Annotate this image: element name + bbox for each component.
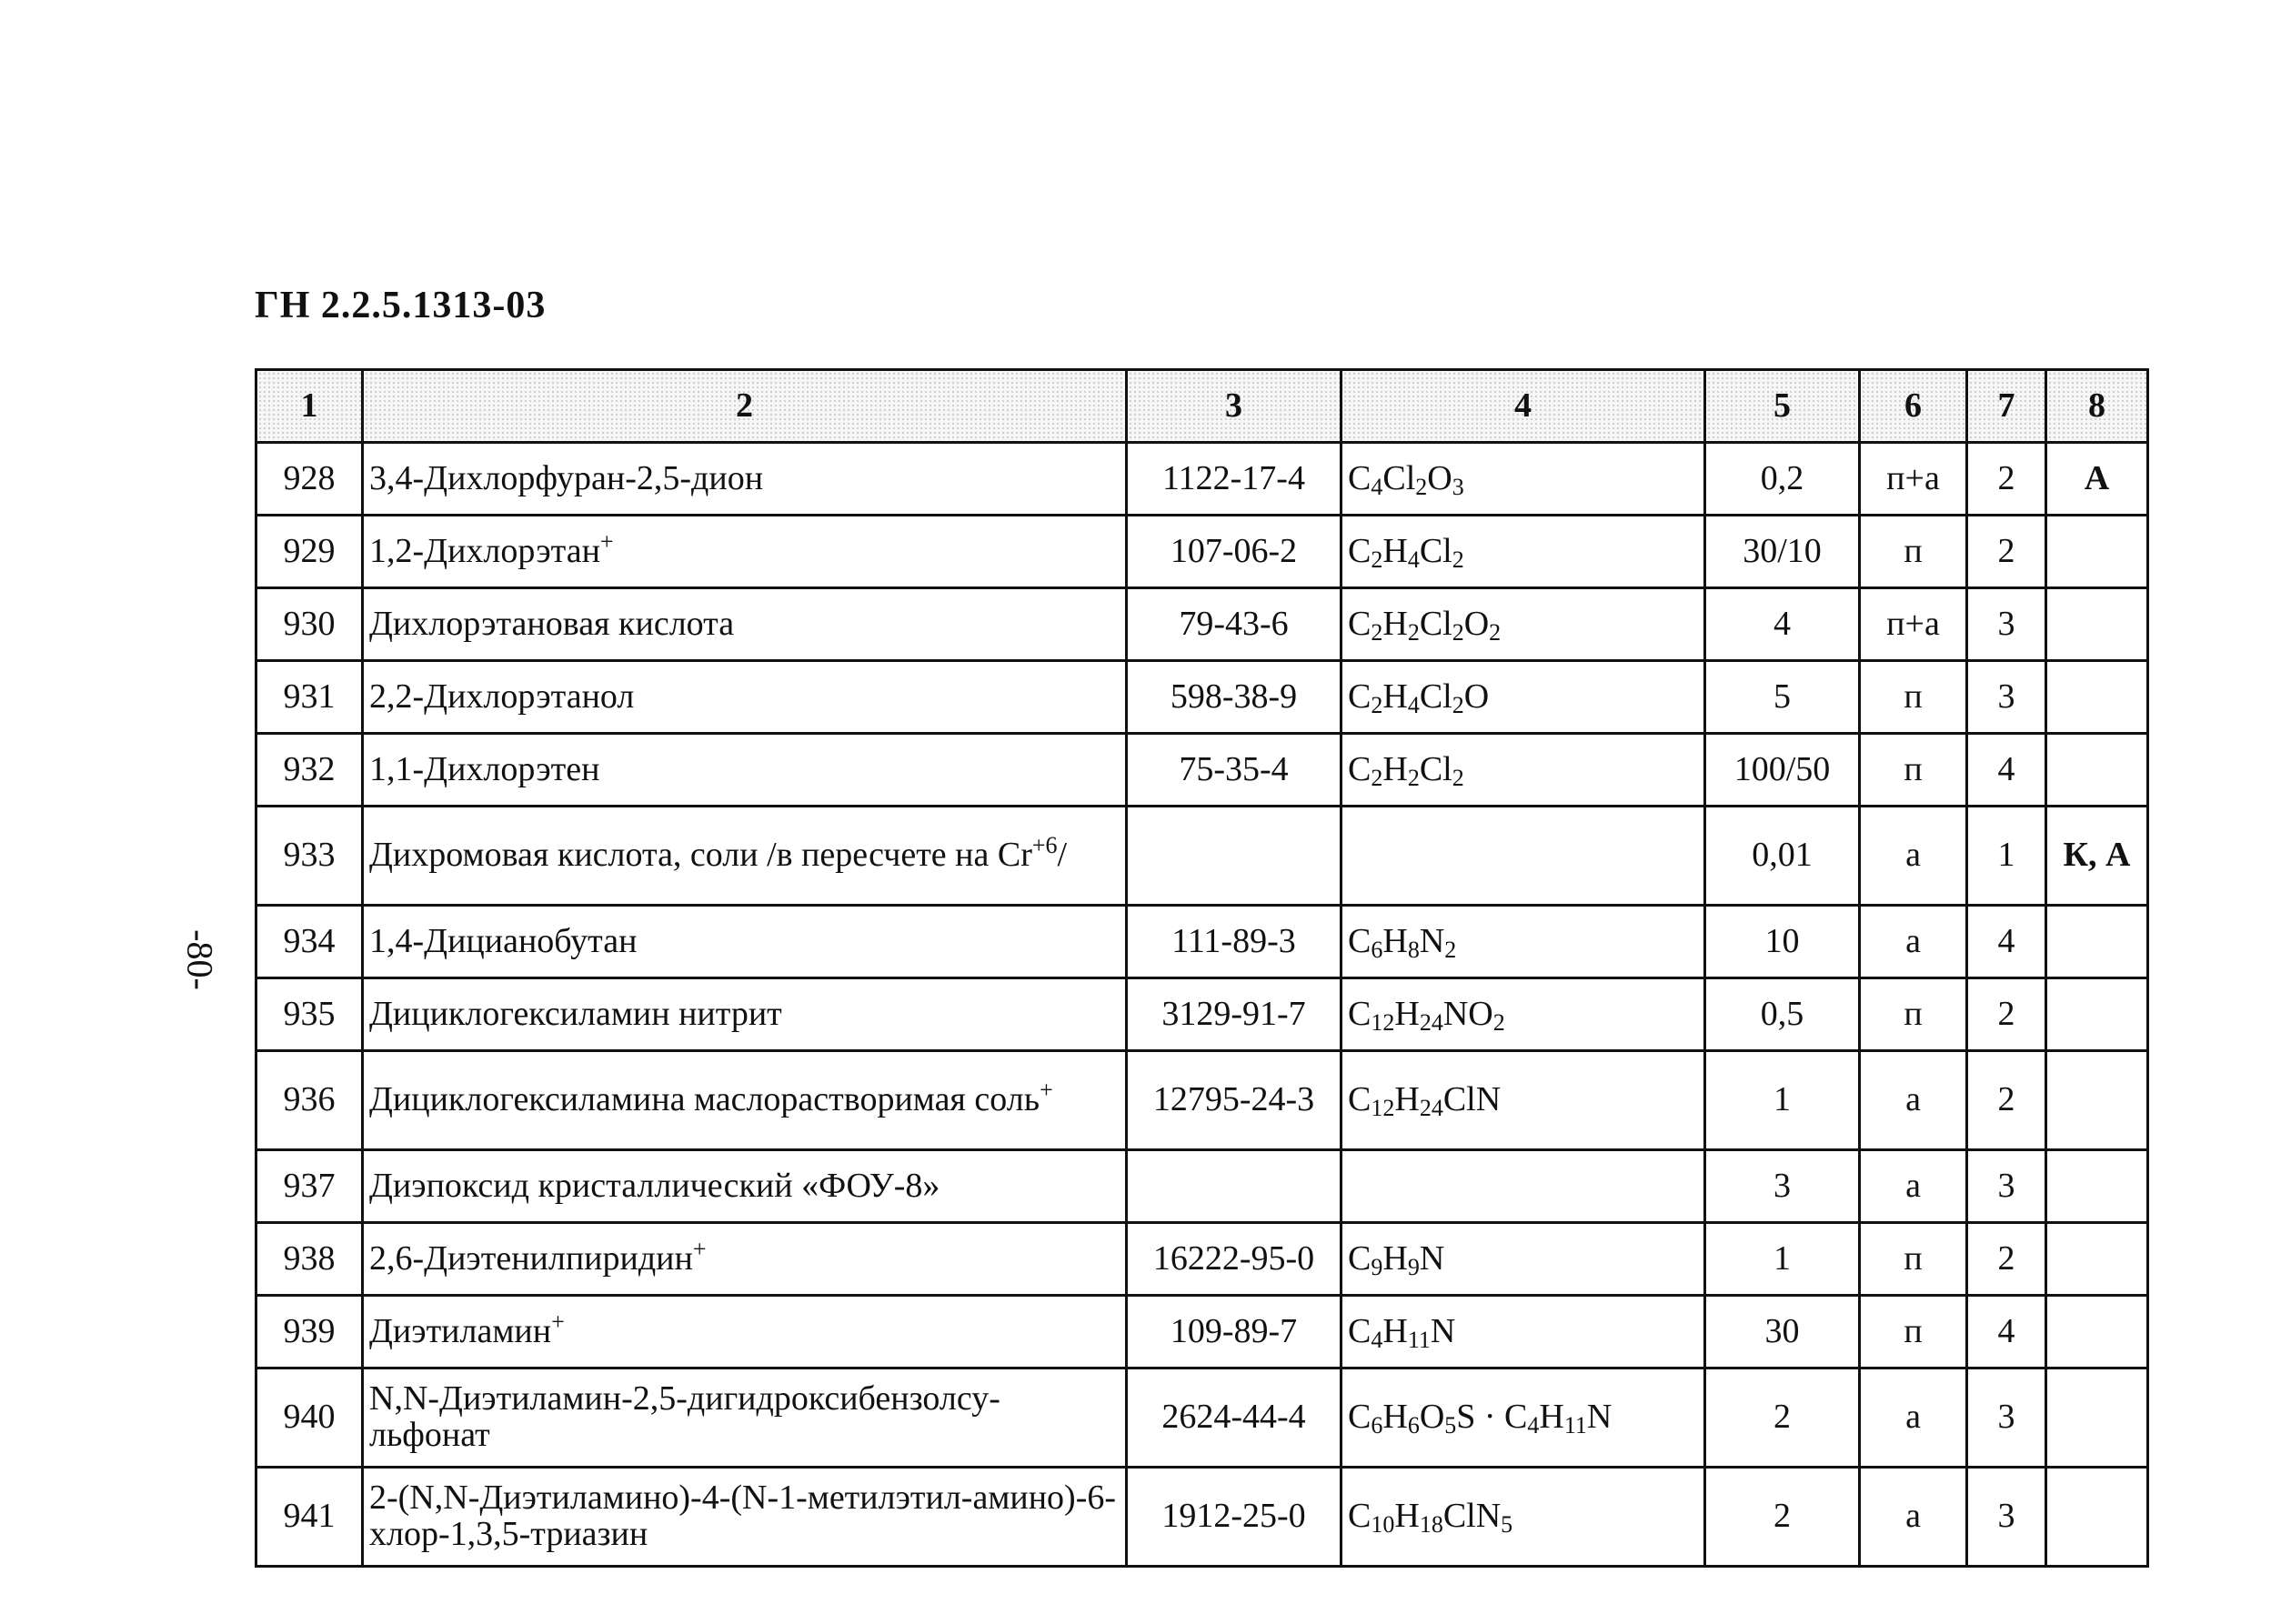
- hazard-class: 2: [1967, 1223, 2046, 1296]
- hazard-class: 4: [1967, 906, 2046, 978]
- formula-subscript: 2: [1371, 691, 1383, 718]
- row-number: 941: [256, 1468, 363, 1567]
- chemical-formula: [1341, 1296, 1705, 1368]
- cas-number: 75-35-4: [1127, 734, 1341, 807]
- formula-subscript: 4: [1407, 546, 1420, 573]
- row-number: 938: [256, 1223, 363, 1296]
- chemical-formula: [1341, 588, 1705, 661]
- formula-part: C: [1348, 458, 1372, 497]
- effect-mark: [2046, 734, 2148, 807]
- substance-name-text: N,N-Диэтиламин-2,5-дигидроксибензолсу-льфонат: [369, 1379, 1000, 1454]
- substance-name-text: 1,2-Дихлорэтан: [369, 531, 600, 570]
- formula-subscript: 4: [1407, 691, 1420, 718]
- limit-value: 100/50: [1705, 734, 1860, 807]
- limit-value: 0,5: [1705, 978, 1860, 1051]
- substance-name-text: Диэпоксид кристаллический «ФОУ-8»: [369, 1166, 940, 1205]
- effect-mark: [2046, 516, 2148, 588]
- aggregate-state: п: [1860, 1296, 1967, 1368]
- effect-mark: А: [2046, 443, 2148, 516]
- limit-value: 0,2: [1705, 443, 1860, 516]
- limit-value: 30/10: [1705, 516, 1860, 588]
- aggregate-state: п: [1860, 978, 1967, 1051]
- formula-part: Cl: [1419, 531, 1452, 570]
- formula-subscript: 24: [1419, 1095, 1443, 1122]
- column-header-8: 8: [2046, 370, 2148, 443]
- formula-part: H: [1382, 677, 1408, 716]
- effect-mark: [2046, 1051, 2148, 1150]
- effect-mark: [2046, 1223, 2148, 1296]
- hazard-class: 2: [1967, 516, 2046, 588]
- substance-name-text: 1,1-Дихлорэтен: [369, 749, 600, 788]
- formula-part: H: [1539, 1398, 1564, 1437]
- substance-name: [363, 1223, 1127, 1296]
- aggregate-state: п+а: [1860, 443, 1967, 516]
- formula-part: C: [1348, 604, 1372, 643]
- aggregate-state: п: [1860, 734, 1967, 807]
- limit-value: 3: [1705, 1150, 1860, 1223]
- formula-part: C: [1348, 994, 1372, 1033]
- substance-name: [363, 978, 1127, 1051]
- formula-subscript: 8: [1407, 936, 1420, 963]
- formula-part: N: [1419, 921, 1445, 960]
- formula-part: ClN: [1442, 1080, 1502, 1119]
- substances-table: [255, 368, 2149, 1568]
- formula-subscript: 12: [1371, 1008, 1395, 1036]
- formula-part: ClN: [1442, 1497, 1502, 1536]
- effect-mark: [2046, 906, 2148, 978]
- formula-subscript: 2: [1371, 618, 1383, 646]
- formula-subscript: 2: [1452, 691, 1464, 718]
- formula-subscript: 5: [1444, 1412, 1457, 1439]
- substance-name-text: 2-(N,N-Диэтиламино)-4-(N-1-метилэтил-амино)-6-хлор-1,3,5-триазин: [369, 1479, 1117, 1553]
- table-row: [256, 1223, 2148, 1296]
- column-header-3: 3: [1127, 370, 1341, 443]
- formula-part: Cl: [1382, 458, 1416, 497]
- aggregate-state: п: [1860, 661, 1967, 734]
- cas-number: 12795-24-3: [1127, 1051, 1341, 1150]
- substance-name-text: Дихлорэтановая кислота: [369, 604, 735, 643]
- hazard-class: 3: [1967, 1468, 2046, 1567]
- substance-name-superscript: +: [599, 527, 614, 555]
- formula-part: S · C: [1456, 1398, 1528, 1437]
- aggregate-state: а: [1860, 1051, 1967, 1150]
- table-row: [256, 443, 2148, 516]
- formula-subscript: 11: [1563, 1412, 1587, 1439]
- aggregate-state: п: [1860, 1223, 1967, 1296]
- table-row: [256, 906, 2148, 978]
- formula-subscript: 10: [1371, 1511, 1395, 1539]
- substance-name-text: Диэтиламин: [369, 1311, 552, 1350]
- substance-name-superscript: +: [551, 1308, 565, 1335]
- hazard-class: 3: [1967, 1150, 2046, 1223]
- column-header-5: 5: [1705, 370, 1860, 443]
- aggregate-state: а: [1860, 1468, 1967, 1567]
- cas-number: 16222-95-0: [1127, 1223, 1341, 1296]
- substance-name: [363, 1368, 1127, 1468]
- table-row: [256, 588, 2148, 661]
- chemical-formula: [1341, 516, 1705, 588]
- formula-part: N: [1419, 1238, 1445, 1278]
- effect-mark: [2046, 1150, 2148, 1223]
- cas-number: 598-38-9: [1127, 661, 1341, 734]
- formula-part: O: [1463, 677, 1490, 716]
- formula-part: C: [1348, 749, 1372, 788]
- formula-part: N: [1586, 1398, 1613, 1437]
- chemical-formula: [1341, 1150, 1705, 1223]
- aggregate-state: а: [1860, 906, 1967, 978]
- table-row: [256, 1051, 2148, 1150]
- hazard-class: 4: [1967, 1296, 2046, 1368]
- substance-name: [363, 661, 1127, 734]
- chemical-formula: [1341, 1051, 1705, 1150]
- row-number: 933: [256, 807, 363, 906]
- formula-subscript: 6: [1407, 1412, 1420, 1439]
- substance-name-superscript: +6: [1031, 832, 1058, 859]
- chemical-formula: [1341, 807, 1705, 906]
- cas-number: 1122-17-4: [1127, 443, 1341, 516]
- formula-subscript: 11: [1407, 1326, 1431, 1353]
- formula-part: H: [1382, 1311, 1408, 1350]
- table-header-row: [256, 370, 2148, 443]
- substance-name-text: 3,4-Дихлорфуран-2,5-дион: [369, 458, 764, 497]
- column-header-2: 2: [363, 370, 1127, 443]
- hazard-class: 4: [1967, 734, 2046, 807]
- formula-subscript: 6: [1371, 936, 1383, 963]
- table-row: [256, 1468, 2148, 1567]
- row-number: 935: [256, 978, 363, 1051]
- formula-part: O: [1419, 1398, 1445, 1437]
- cas-number: 109-89-7: [1127, 1296, 1341, 1368]
- formula-subscript: 6: [1371, 1412, 1383, 1439]
- formula-part: O: [1463, 604, 1490, 643]
- chemical-formula: [1341, 734, 1705, 807]
- formula-subscript: 9: [1407, 1253, 1420, 1280]
- substance-name: [363, 906, 1127, 978]
- formula-part: Cl: [1419, 749, 1452, 788]
- column-header-1: 1: [256, 370, 363, 443]
- chemical-formula: [1341, 443, 1705, 516]
- substance-name-suffix: /: [1057, 836, 1068, 875]
- formula-subscript: 3: [1452, 473, 1464, 500]
- aggregate-state: п+а: [1860, 588, 1967, 661]
- cas-number: 2624-44-4: [1127, 1368, 1341, 1468]
- substance-name: [363, 1150, 1127, 1223]
- limit-value: 2: [1705, 1368, 1860, 1468]
- formula-part: O: [1427, 458, 1452, 497]
- formula-part: N: [1430, 1311, 1456, 1350]
- effect-mark: [2046, 661, 2148, 734]
- effect-mark: [2046, 1368, 2148, 1468]
- formula-part: C: [1348, 921, 1372, 960]
- hazard-class: 3: [1967, 588, 2046, 661]
- cas-number: 107-06-2: [1127, 516, 1341, 588]
- row-number: 930: [256, 588, 363, 661]
- chemical-formula: [1341, 1468, 1705, 1567]
- substance-name: [363, 1296, 1127, 1368]
- formula-part: C: [1348, 531, 1372, 570]
- hazard-class: 2: [1967, 978, 2046, 1051]
- chemical-formula: [1341, 661, 1705, 734]
- substance-name-superscript: +: [692, 1235, 707, 1262]
- limit-value: 1: [1705, 1051, 1860, 1150]
- formula-part: H: [1394, 1080, 1420, 1119]
- row-number: 931: [256, 661, 363, 734]
- substance-name: [363, 1468, 1127, 1567]
- formula-subscript: 4: [1527, 1412, 1540, 1439]
- formula-subscript: 2: [1371, 764, 1383, 791]
- table-row: [256, 1296, 2148, 1368]
- effect-mark: [2046, 1468, 2148, 1567]
- row-number: 932: [256, 734, 363, 807]
- chemical-formula: [1341, 978, 1705, 1051]
- formula-subscript: 2: [1492, 1008, 1505, 1036]
- cas-number: [1127, 1150, 1341, 1223]
- formula-subscript: 2: [1407, 764, 1420, 791]
- document-code: ГН 2.2.5.1313-03: [255, 285, 547, 326]
- formula-part: H: [1382, 921, 1408, 960]
- formula-part: C: [1348, 1238, 1372, 1278]
- limit-value: 2: [1705, 1468, 1860, 1567]
- formula-subscript: 2: [1489, 618, 1502, 646]
- limit-value: 30: [1705, 1296, 1860, 1368]
- formula-subscript: 2: [1371, 546, 1383, 573]
- hazard-class: 1: [1967, 807, 2046, 906]
- effect-mark: К, А: [2046, 807, 2148, 906]
- formula-part: H: [1382, 604, 1408, 643]
- limit-value: 4: [1705, 588, 1860, 661]
- cas-number: 79-43-6: [1127, 588, 1341, 661]
- column-header-7: 7: [1967, 370, 2046, 443]
- substance-name-text: Дициклогексиламина маслорастворимая соль: [369, 1080, 1040, 1119]
- formula-part: C: [1348, 1398, 1372, 1437]
- formula-subscript: 9: [1371, 1253, 1383, 1280]
- page-number: -80-: [179, 929, 221, 990]
- limit-value: 0,01: [1705, 807, 1860, 906]
- formula-part: Cl: [1419, 604, 1452, 643]
- formula-part: H: [1382, 531, 1408, 570]
- effect-mark: [2046, 978, 2148, 1051]
- substance-name: [363, 516, 1127, 588]
- substance-name-superscript: +: [1040, 1077, 1053, 1104]
- formula-part: C: [1348, 1311, 1372, 1350]
- substance-name: [363, 588, 1127, 661]
- substance-name-text: 1,4-Дицианобутан: [369, 921, 638, 960]
- formula-part: C: [1348, 677, 1372, 716]
- row-number: 937: [256, 1150, 363, 1223]
- formula-part: C: [1348, 1497, 1372, 1536]
- limit-value: 10: [1705, 906, 1860, 978]
- formula-part: H: [1382, 1238, 1408, 1278]
- substance-name: [363, 1051, 1127, 1150]
- table-row: [256, 978, 2148, 1051]
- row-number: 939: [256, 1296, 363, 1368]
- formula-subscript: 4: [1371, 473, 1383, 500]
- aggregate-state: п: [1860, 516, 1967, 588]
- row-number: 940: [256, 1368, 363, 1468]
- formula-subscript: 4: [1371, 1326, 1383, 1353]
- effect-mark: [2046, 1296, 2148, 1368]
- formula-part: H: [1382, 1398, 1408, 1437]
- column-header-4: 4: [1341, 370, 1705, 443]
- formula-part: Cl: [1419, 677, 1452, 716]
- formula-subscript: 2: [1452, 764, 1464, 791]
- formula-part: NO: [1442, 994, 1493, 1033]
- formula-part: H: [1382, 749, 1408, 788]
- formula-subscript: 2: [1415, 473, 1428, 500]
- table-row: [256, 1368, 2148, 1468]
- effect-mark: [2046, 588, 2148, 661]
- formula-subscript: 2: [1407, 618, 1420, 646]
- column-header-6: 6: [1860, 370, 1967, 443]
- limit-value: 5: [1705, 661, 1860, 734]
- chemical-formula: [1341, 1223, 1705, 1296]
- substance-name: [363, 734, 1127, 807]
- hazard-class: 2: [1967, 1051, 2046, 1150]
- hazard-class: 3: [1967, 661, 2046, 734]
- table-row: [256, 734, 2148, 807]
- aggregate-state: а: [1860, 1368, 1967, 1468]
- aggregate-state: а: [1860, 807, 1967, 906]
- substance-name-text: 2,2-Дихлорэтанол: [369, 677, 635, 716]
- hazard-class: 2: [1967, 443, 2046, 516]
- row-number: 934: [256, 906, 363, 978]
- substance-name: [363, 807, 1127, 906]
- formula-subscript: 24: [1419, 1008, 1443, 1036]
- cas-number: [1127, 807, 1341, 906]
- row-number: 936: [256, 1051, 363, 1150]
- substance-name: [363, 443, 1127, 516]
- formula-subscript: 12: [1371, 1095, 1395, 1122]
- formula-part: C: [1348, 1080, 1372, 1119]
- substance-name-text: Дихромовая кислота, соли /в пересчете на Cr: [369, 836, 1032, 875]
- formula-subscript: 2: [1452, 546, 1464, 573]
- formula-part: H: [1394, 994, 1420, 1033]
- table-row: [256, 661, 2148, 734]
- table-row: [256, 1150, 2148, 1223]
- aggregate-state: а: [1860, 1150, 1967, 1223]
- substance-name-text: Дициклогексиламин нитрит: [369, 994, 782, 1033]
- formula-subscript: 2: [1452, 618, 1464, 646]
- row-number: 928: [256, 443, 363, 516]
- cas-number: 1912-25-0: [1127, 1468, 1341, 1567]
- formula-part: H: [1394, 1497, 1420, 1536]
- formula-subscript: 2: [1444, 936, 1457, 963]
- chemical-formula: [1341, 906, 1705, 978]
- row-number: 929: [256, 516, 363, 588]
- substance-name-text: 2,6-Диэтенилпиридин: [369, 1238, 693, 1278]
- table-row: [256, 516, 2148, 588]
- formula-subscript: 5: [1501, 1511, 1513, 1539]
- cas-number: 111-89-3: [1127, 906, 1341, 978]
- cas-number: 3129-91-7: [1127, 978, 1341, 1051]
- table-row: [256, 807, 2148, 906]
- limit-value: 1: [1705, 1223, 1860, 1296]
- formula-subscript: 18: [1419, 1511, 1443, 1539]
- hazard-class: 3: [1967, 1368, 2046, 1468]
- chemical-formula: [1341, 1368, 1705, 1468]
